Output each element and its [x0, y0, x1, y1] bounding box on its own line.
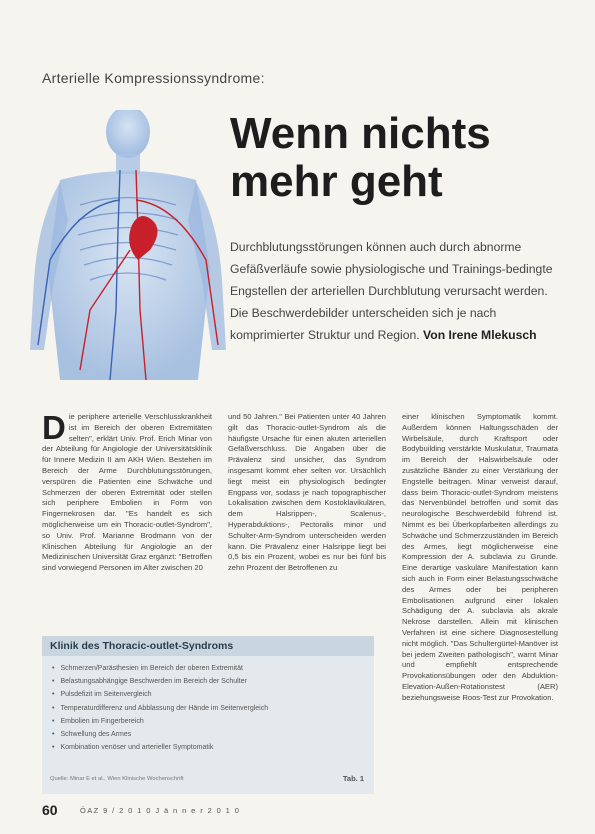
list-item: • Temperaturdifferenz und Abblassung der Hände im Seitenvergleich	[52, 704, 269, 712]
author-byline: Von Irene Mlekusch	[423, 328, 537, 342]
body-column-2: und 50 Jahren." Bei Patienten unter 40 Jahren gilt das Thoracic-outlet-Syndrom als die häufigste Ursache für einen akuten arteriellen Gefäßverschluss. Die Angaben über die Prävalenz sind unsicher, das Syndrom insgesamt kommt eher selten vor. Ursächlich liegt meist ein physiologisch bedingter Engpass vor, sodass je nach topographischer Lokalisation zwischen dem Kostoklavikulären, dem Halsrippen-, Scalenus-, Hyperabduktions-, Pectoralis minor und Schulter-Arm-Syndrom unterscheiden werden kann. Die Prävalenz einer Halsrippe liegt bei 0,5 bis ein Prozent, wobei es nur bei fünf bis zehn Prozent der Betroffenen zu	[228, 412, 386, 573]
list-item: • Embolien im Fingerbereich	[52, 717, 144, 725]
list-item: • Schwellung des Armes	[52, 731, 132, 739]
bullet-icon: •	[52, 731, 55, 739]
column-1-text: ie periphere arterielle Verschlusskrankheit ist im Bereich der oberen Extremitäten selten", erklärt Univ. Prof. Erich Minar von der Abteilung für Angiologie der Universitätsklinik für Innere Medizin II am AKH Wien. Bestehen im Bereich der Arme Durchblutungsstörungen, verspüren die Patienten eine Schwäche und Schmerzen der oberen Extremität oder stellen sich periphere Embolien in Form von Fingernekrosen dar. "Es handelt es sich möglicherweise um ein Thoracic-outlet-Syndrom", so Univ. Prof. Marianne Brodmann von der Klinischen Abteilung für Angiologie an der Medizinischen Universität Graz ergänzt: "Betroffen sind vorwiegend Personen im Alter zwischen 20	[42, 412, 212, 573]
issue-line: ÖAZ 9 / 2 0 1 0 J ä n n e r 2 0 1 0	[80, 806, 241, 815]
list-item: • Pulsdefizit im Seitenvergleich	[52, 691, 152, 699]
bullet-icon: •	[52, 665, 55, 672]
info-box-source: Quelle: Minar E et al., Wien Klinische Wochenschrift	[50, 776, 184, 782]
list-item: • Kombination venöser und arterieller Symptomatik	[52, 744, 214, 752]
article-title	[230, 110, 580, 206]
list-item: • Belastungsabhängige Beschwerden im Bereich der Schulter	[52, 678, 247, 686]
table-label: Tab. 1	[342, 774, 364, 783]
list-item: • Schmerzen/Parästhesien im Bereich der oberen Extremität	[52, 665, 243, 672]
bullet-icon: •	[52, 691, 55, 699]
info-box-list	[42, 662, 372, 754]
drop-cap: D	[42, 409, 66, 446]
title-line-1: Wenn nichts	[230, 109, 491, 158]
body-column-3: einer klinischen Symptomatik kommt. Außerdem können Haltungsschäden der Wirbelsäule, durch Kraftsport oder Bodybuilding verstärkte Muskulatur, Traumata im Bereich der Halswirbelsäule oder zusätzliche Bänder zu einer Verstärkung der Engstelle beitragen. Minar verweist darauf, dass beim Thoracic-outlet-Syndrom meistens das Nervenbündel betroffen und somit das neurologische Beschwerdebild führend ist. Nimmt es bei Überkopfarbeiten allerdings zu Schwäche und Schmerzzuständen im Bereich des Armes, liegt möglicherweise eine Kompression der A. subclavia zu Grunde. Eine derartige vaskuläre Manifestation kann sich auch in Form einer Belastungsschwäche des Armes oder bei peripheren Embolisationen aufgrund einer lokalen Schädigung der A. subclavia als akrale Nekrose darstellen. Allein mit klinischen Verfahren ist eine sichere Diagnosestellung nicht möglich. "Das Schultergürtel-Manöver ist bei jedem Zweiten pathologisch", warnt Minar und empfiehlt entsprechende Provokationsübungen oder den Abduktion-Elevation-Außen-Rotationstest (AER) beziehungsweise Roos-Test zur Provokation.	[402, 412, 558, 702]
info-box-title: Klinik des Thoracic-outlet-Syndroms	[42, 636, 374, 656]
lead-text: Durchblutungsstörungen können auch durch abnorme Gefäßverläufe sowie physiologische und Trainings-bedingte Engstellen der arteriellen Durchblutung verursacht werden. Die Beschwerdebilder unterscheiden sich je nach komprimierter Struktur und Region.	[230, 240, 553, 342]
page-number: 60	[42, 802, 58, 818]
section-kicker: Arterielle Kompressionssyndrome:	[42, 70, 265, 86]
bullet-icon: •	[52, 678, 55, 686]
bullet-icon: •	[52, 717, 55, 725]
bullet-icon: •	[52, 744, 55, 752]
body-column-1	[42, 409, 212, 574]
info-box	[42, 636, 374, 794]
anatomy-illustration	[20, 110, 235, 388]
title-line-2: mehr geht	[230, 157, 443, 206]
bullet-icon: •	[52, 704, 55, 712]
article-lead	[230, 236, 560, 346]
